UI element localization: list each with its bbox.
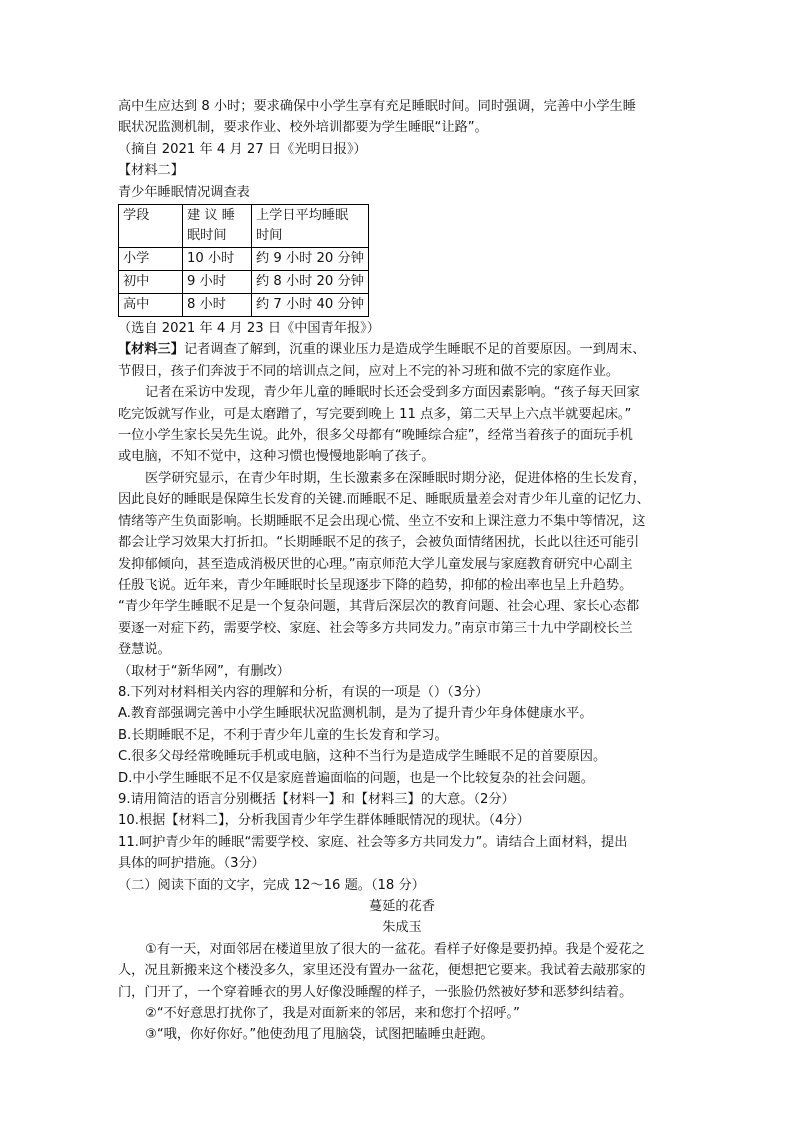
m3-p3-line: “青少年学生睡眠不足是一个复杂问题，其背后深层次的教育问题、社会心理、家长心态都 bbox=[118, 599, 640, 615]
material-3-line-2: 节假日，孩子们奔波于不同的培训点之间，应对上不完的补习班和做不完的家庭作业。 bbox=[118, 363, 620, 379]
m3-p3-line: 医学研究显示，在青少年时期，生长激素多在深睡眠时期分泌，促进体格的生长发育， bbox=[145, 470, 647, 486]
header-stage: 学段 bbox=[119, 205, 183, 248]
material-2-source: （选自 2021 年 4 月 23 日《中国青年报》） bbox=[118, 321, 380, 337]
cell-actual: 约 9 小时 20 分钟 bbox=[252, 248, 369, 271]
option-d: D.中小学生睡眠不足不仅是家庭普遍面临的问题，也是一个比较复杂的社会问题。 bbox=[118, 770, 594, 786]
m3-p3-line: 都会让学习效果大打折扣。“长期睡眠不足的孩子，会被负面情绪困扰，长此以往还可能引 bbox=[118, 535, 640, 551]
table-row bbox=[119, 294, 369, 317]
material-3-source: （取材于“新华网”，有删改） bbox=[118, 663, 290, 679]
m3-p2-line: 或电脑，不知不觉中，这种习惯也慢慢地影响了孩子。 bbox=[118, 449, 435, 465]
header-recommend-line-2: 眠时间 bbox=[187, 228, 227, 244]
sleep-survey-table bbox=[118, 204, 369, 317]
document-page bbox=[118, 96, 686, 1046]
cell-recommend: 8 小时 bbox=[183, 294, 252, 317]
m3-p3-line: 情绪等产生负面影响。长期睡眠不足会出现心慌、坐立不安和上课注意力不集中等情况，这 bbox=[118, 513, 646, 529]
story-title: 蔓延的花香 bbox=[369, 899, 435, 914]
story-p3: ③“哦，你好你好。”他使劲甩了甩脑袋，试图把瞌睡虫赶跑。 bbox=[145, 1027, 494, 1043]
intro-line-2: 眠状况监测机制，要求作业、校外培训都要为学生睡眠“让路”。 bbox=[118, 120, 488, 136]
intro-line-1: 高中生应达到 8 小时；要求确保中小学生享有充足睡眠时间。同时强调，完善中小学生睡 bbox=[118, 99, 636, 114]
material-3-heading: 【材料三】 bbox=[118, 342, 184, 358]
m3-p3-line: 要逐一对症下药，需要学校、家庭、社会等多方共同发力。”南京市第三十九中学副校长兰 bbox=[118, 620, 633, 636]
question-11-line-2: 具体的呵护措施。（3分） bbox=[118, 856, 265, 872]
m3-p3-line: 登慧说。 bbox=[118, 642, 171, 658]
cell-recommend: 9 小时 bbox=[183, 271, 252, 294]
intro-source: （摘自 2021 年 4 月 27 日《光明日报》） bbox=[118, 141, 367, 157]
question-9: 9.请用简洁的语言分别概括【材料一】和【材料三】的大意。（2分） bbox=[118, 791, 515, 807]
header-actual-line-2: 时间 bbox=[256, 228, 283, 244]
cell-stage: 初中 bbox=[119, 271, 183, 294]
story-p1-line: 人，况且新搬来这个楼没多久，家里还没有置办一盆花，便想把它要来。我试着去敲那家的 bbox=[118, 963, 646, 979]
table-title: 青少年睡眠情况调查表 bbox=[118, 184, 250, 200]
table-header-row bbox=[119, 205, 369, 248]
m3-p2-line: 一位小学生家长吴先生说。此外，很多父母都有“晚睡综合症”，经常当着孩子的面玩手机 bbox=[118, 428, 633, 444]
cell-stage: 小学 bbox=[119, 248, 183, 271]
m3-p2-line: 吃完饭就写作业，可是太磨蹭了，写完要到晚上 11 点多，第二天早上六点半就要起床。” bbox=[118, 406, 632, 422]
cell-recommend: 10 小时 bbox=[183, 248, 252, 271]
header-actual-line-1: 上学日平均睡眠 bbox=[256, 208, 349, 224]
story-p2: ②“不好意思打扰你了，我是对面新来的邻居，来和您打个招呼。” bbox=[145, 1006, 520, 1022]
option-a: A.教育部强调完善中小学生睡眠状况监测机制，是为了提升青少年身体健康水平。 bbox=[118, 706, 593, 722]
option-c: C.很多父母经常晚睡玩手机或电脑，这种不当行为是造成学生睡眠不足的首要原因。 bbox=[118, 749, 607, 765]
story-p1-line: ①有一天，对面邻居在楼道里放了很大的一盆花。看样子好像是要扔掉。我是个爱花之 bbox=[145, 941, 645, 957]
material-3-line-1-text: 记者调查了解到，沉重的课业压力是造成学生睡眠不足的首要原因。一到周末、 bbox=[183, 342, 646, 358]
table-row bbox=[119, 271, 369, 294]
table-row bbox=[119, 248, 369, 271]
cell-actual: 约 8 小时 20 分钟 bbox=[252, 271, 369, 294]
question-11-line-1: 11.呵护青少年的睡眠“需要学校、家庭、社会等多方共同发力”。请结合上面材料，提出 bbox=[118, 834, 628, 850]
cell-actual: 约 7 小时 40 分钟 bbox=[252, 294, 369, 317]
m3-p2-line: 记者在采访中发现，青少年儿童的睡眠时长还会受到多方面因素影响。“孩子每天回家 bbox=[145, 385, 640, 401]
m3-p3-line: 因此良好的睡眠是保障生长发育的关键.而睡眠不足、睡眠质量差会对青少年儿童的记忆力、 bbox=[118, 492, 650, 508]
material-2-heading: 【材料二】 bbox=[118, 163, 184, 179]
question-10: 10.根据【材料二】，分析我国青少年学生群体睡眠情况的现状。（4分） bbox=[118, 813, 530, 829]
story-author: 朱成玉 bbox=[382, 920, 422, 936]
m3-p3-line: 发抑郁倾向，甚至造成消极厌世的心理。”南京师范大学儿童发展与家庭教育研究中心副主 bbox=[118, 556, 633, 572]
question-8: 8.下列对材料相关内容的理解和分析，有误的一项是（）（3分） bbox=[118, 684, 489, 700]
header-actual bbox=[252, 205, 369, 248]
header-recommend bbox=[183, 205, 252, 248]
cell-stage: 高中 bbox=[119, 294, 183, 317]
material-3-line-1 bbox=[118, 339, 686, 360]
option-b: B.长期睡眠不足，不利于青少年儿童的生长发育和学习。 bbox=[118, 727, 448, 743]
header-recommend-line-1: 建 议 睡 bbox=[187, 208, 235, 224]
m3-p3-line: 任殷飞说。近年来，青少年睡眠时长呈现逐步下降的趋势，抑郁的检出率也呈上升趋势。 bbox=[118, 577, 633, 593]
section-2-heading: （二）阅读下面的文字，完成 12～16 题。（18 分） bbox=[118, 877, 425, 893]
story-p1-line: 门，门开了，一个穿着睡衣的男人好像没睡醒的样子，一张脸仍然被好梦和恶梦纠结着。 bbox=[118, 984, 633, 1000]
